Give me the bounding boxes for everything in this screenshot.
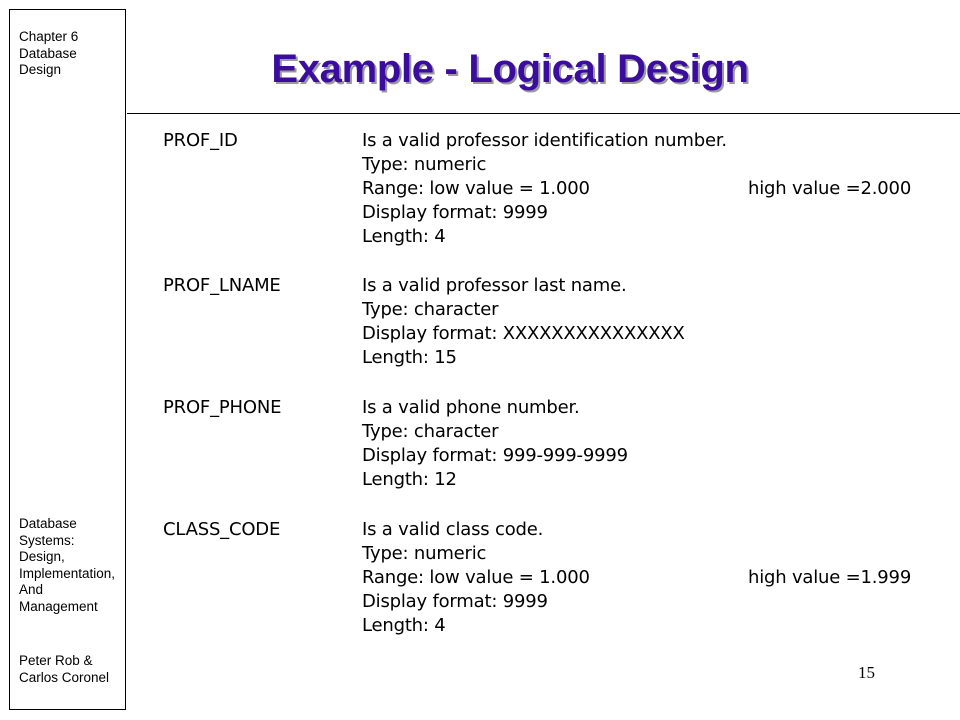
definition-line: Is a valid professor identification number.: [362, 130, 727, 151]
chapter-label: Chapter 6 Database Design: [19, 29, 79, 77]
definition-line: Type: character: [362, 299, 499, 320]
definition-line: Is a valid professor last name.: [362, 275, 627, 296]
page-number: 15: [858, 663, 875, 682]
definition-line: Length: 12: [362, 469, 457, 490]
field-name-prof-phone: PROF_PHONE: [163, 397, 282, 418]
definition-line: Range: low value = 1.000: [362, 567, 590, 588]
definition-line: Is a valid phone number.: [362, 397, 580, 418]
field-name-prof-lname: PROF_LNAME: [163, 275, 281, 296]
definition-line: Length: 15: [362, 347, 457, 368]
field-name-prof-id: PROF_ID: [163, 130, 238, 151]
definition-line: Is a valid class code.: [362, 519, 544, 540]
field-name-class-code: CLASS_CODE: [163, 519, 281, 540]
title-divider: [127, 113, 960, 114]
definition-line: Display format: 9999: [362, 202, 548, 223]
definition-line: Length: 4: [362, 226, 446, 247]
definition-line: Type: numeric: [362, 543, 487, 564]
book-title: Database Systems: Design, Implementation, And Management: [19, 516, 116, 614]
definition-line: Display format: 999-999-9999: [362, 445, 628, 466]
author-credit: Peter Rob & Carlos Coronel: [19, 653, 110, 685]
definition-line: Type: numeric: [362, 154, 487, 175]
definition-line: Length: 4: [362, 615, 446, 636]
definition-line: Display format: 9999: [362, 591, 548, 612]
definition-line: Display format: XXXXXXXXXXXXXXX: [362, 323, 685, 344]
high-value-text: high value =1.999: [748, 567, 912, 588]
slide-title: Example - Logical Design: [271, 47, 749, 91]
definition-line: Type: character: [362, 421, 499, 442]
definition-line: Range: low value = 1.000: [362, 178, 590, 199]
sidebar-frame: [9, 9, 126, 710]
high-value-text: high value =2.000: [748, 178, 912, 199]
